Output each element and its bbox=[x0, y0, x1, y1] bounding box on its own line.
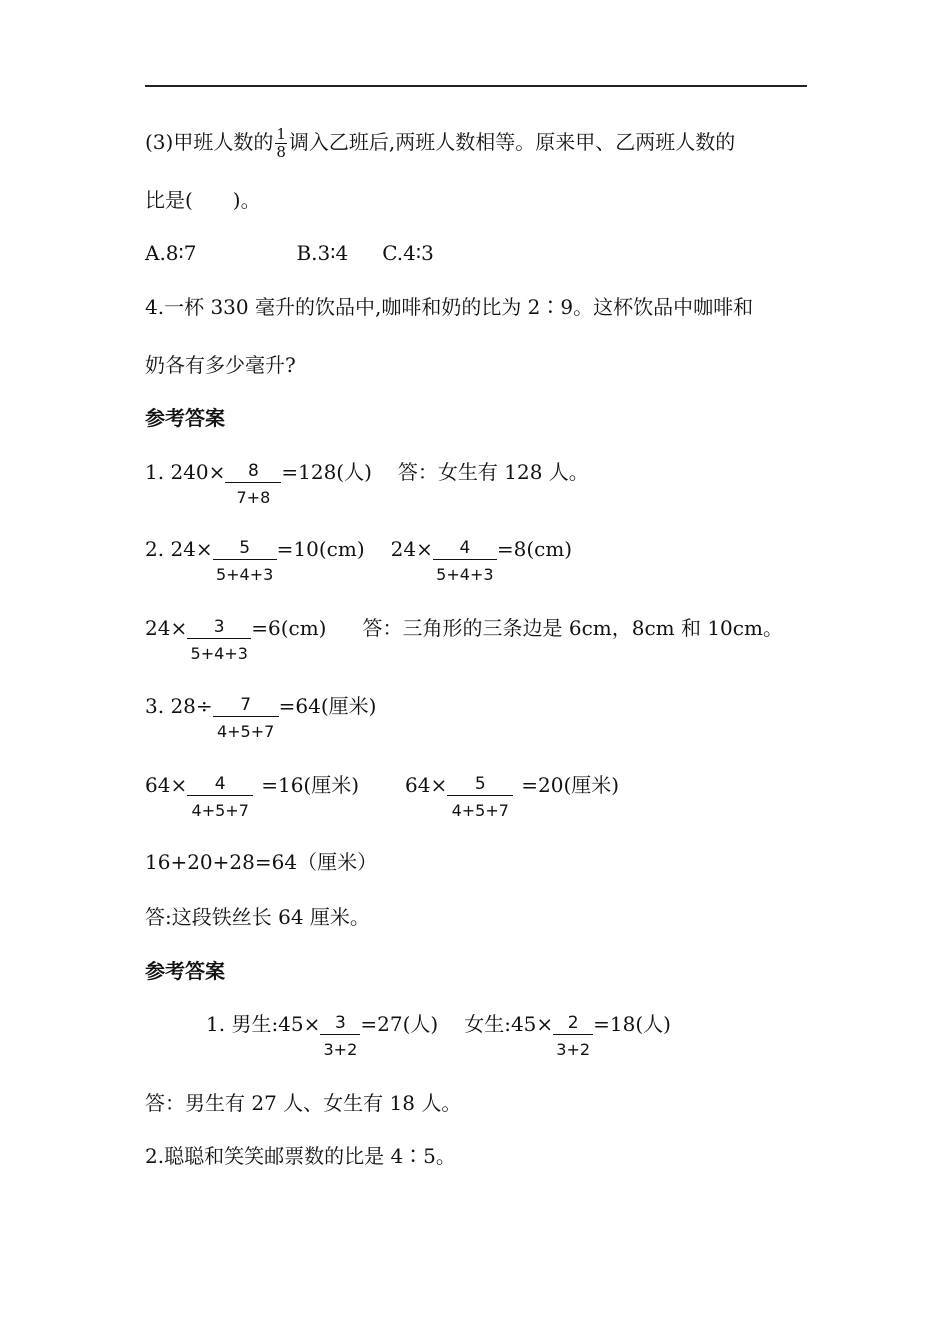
answer-2-fraction-3: $\frac{3}{5+4+3}$ bbox=[187, 616, 251, 640]
answer-2-line-1: 2. 24× $\frac{5}{5+4+3}$ =10(cm) 24× $\frac{4}{5+4+3}$ =8(cm) bbox=[145, 537, 573, 584]
q3-text-after: 调入乙班后,两班人数相等。原来甲、乙两班人数的 bbox=[288, 130, 736, 154]
answer-3-line-3: 16+20+28=64（厘米） bbox=[145, 850, 378, 874]
question-4-line-2: 奶各有多少毫升? bbox=[145, 353, 296, 377]
answer-3-fraction-3: $\frac{5}{4+5+7}$ bbox=[447, 773, 513, 797]
question-3-options bbox=[145, 241, 434, 265]
answer-2-fraction-1: $\frac{5}{5+4+3}$ bbox=[213, 537, 277, 561]
answer-2-conclusion: 答：三角形的三条边是 6cm，8cm 和 10cm。 bbox=[362, 616, 783, 640]
answer-b1-fraction-2: $\frac{2}{3+2}$ bbox=[553, 1012, 593, 1036]
answer-1: 1. 240× $\frac{8}{7+8}$ =128(人) 答：女生有 128 人。 bbox=[145, 460, 589, 507]
answer-b1-conclusion: 答：男生有 27 人、女生有 18 人。 bbox=[145, 1091, 462, 1115]
option-b: B.3∶4 bbox=[296, 241, 349, 265]
answer-b2: 2.聪聪和笑笑邮票数的比是 4∶5。 bbox=[145, 1144, 456, 1168]
answer-3-conclusion: 答:这段铁丝长 64 厘米。 bbox=[145, 905, 370, 929]
answer-1-fraction: $\frac{8}{7+8}$ bbox=[225, 460, 281, 484]
header-rule bbox=[145, 85, 807, 87]
answer-b1: 1. 男生:45× $\frac{3}{3+2}$ =27(人) 女生:45× $\frac{2}{3+2}$ =18(人) bbox=[206, 1012, 671, 1059]
answer-1-conclusion: 答：女生有 128 人。 bbox=[397, 460, 589, 484]
option-c: C.4∶3 bbox=[382, 241, 434, 265]
answers-heading-1: 参考答案 bbox=[145, 406, 225, 430]
q3-text-before: (3)甲班人数的 bbox=[145, 130, 274, 154]
question-3-line-2: 比是( )。 bbox=[145, 188, 261, 212]
answer-3-fraction-1: $\frac{7}{4+5+7}$ bbox=[213, 694, 279, 718]
question-4-line-1: 4.一杯 330 毫升的饮品中,咖啡和奶的比为 2∶9。这杯饮品中咖啡和 bbox=[145, 295, 754, 319]
answer-2-line-2: 24× $\frac{3}{5+4+3}$ =6(cm) 答：三角形的三条边是 6cm，8cm 和 10cm。 bbox=[145, 616, 783, 663]
option-a: A.8∶7 bbox=[145, 241, 197, 265]
answer-3-line-2: 64× $\frac{4}{4+5+7}$ =16(厘米) 64× $\frac{5}{4+5+7}$ =20(厘米) bbox=[145, 773, 620, 820]
answer-b1-fraction-1: $\frac{3}{3+2}$ bbox=[320, 1012, 360, 1036]
answer-2-fraction-2: $\frac{4}{5+4+3}$ bbox=[433, 537, 497, 561]
answer-3-line-1: 3. 28÷ $\frac{7}{4+5+7}$ =64(厘米) bbox=[145, 694, 377, 741]
answers-heading-2: 参考答案 bbox=[145, 959, 225, 983]
answer-3-fraction-2: $\frac{4}{4+5+7}$ bbox=[187, 773, 253, 797]
question-3-line-1 bbox=[145, 126, 735, 161]
fraction-one-eighth: $\frac{1}{8}$ bbox=[276, 125, 286, 161]
